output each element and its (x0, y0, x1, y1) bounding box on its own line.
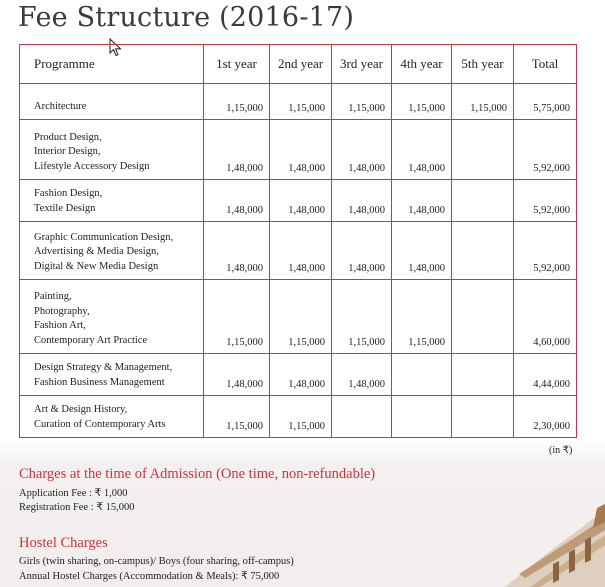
fee-cell: 1,48,000 (332, 180, 392, 222)
programme-cell (20, 180, 204, 222)
column-header: 4th year (392, 45, 452, 84)
table-row (20, 280, 577, 354)
programme-name: Textile Design (34, 202, 96, 214)
programme-name: Advertising & Media Design, (34, 246, 159, 257)
table-row (20, 222, 577, 280)
table-header-row (20, 45, 577, 84)
programme-name: Photography, (34, 305, 90, 317)
fee-cell: 1,15,000 (270, 396, 332, 438)
programme-cell (20, 120, 204, 180)
hostel-line: Girls (twin sharing, on-campus)/ Boys (four sharing, off-campus) (19, 556, 294, 567)
hostel-line: Annual Hostel Charges (Accommodation & Meals): ₹ 75,000 (19, 571, 280, 582)
fee-cell: 1,48,000 (332, 120, 392, 180)
admission-line: Registration Fee : ₹ 15,000 (19, 502, 135, 513)
programme-cell (20, 354, 204, 396)
fee-cell: 1,48,000 (392, 222, 452, 280)
fee-cell: 1,15,000 (270, 280, 332, 354)
currency-unit-note: (in ₹) (549, 445, 573, 456)
admission-heading: Charges at the time of Admission (One time, non-refundable) (19, 466, 376, 482)
fee-cell (332, 396, 392, 438)
fee-cell (392, 354, 452, 396)
programme-name: Graphic Communication Design, (34, 231, 174, 243)
fee-table (19, 44, 577, 438)
total-cell: 5,92,000 (514, 120, 577, 180)
fee-cell: 1,15,000 (332, 84, 392, 120)
column-header: Programme (20, 45, 204, 84)
total-cell: 5,92,000 (514, 180, 577, 222)
programme-cell (20, 222, 204, 280)
fee-cell: 1,48,000 (270, 354, 332, 396)
fee-cell (452, 396, 514, 438)
total-cell: 5,75,000 (514, 84, 577, 120)
programme-name: Painting, (34, 291, 72, 302)
fee-cell (452, 222, 514, 280)
hostel-heading: Hostel Charges (19, 535, 108, 551)
column-header: 3rd year (332, 45, 392, 84)
fee-cell: 1,48,000 (270, 180, 332, 222)
programme-name: Curation of Contemporary Arts (34, 418, 166, 430)
programme-name: Fashion Design, (34, 188, 103, 199)
programme-name: Lifestyle Accessory Design (34, 160, 150, 172)
programme-name: Architecture (34, 100, 87, 112)
programme-name: Product Design, (34, 131, 102, 143)
total-cell: 2,30,000 (514, 396, 577, 438)
column-header: 2nd year (270, 45, 332, 84)
column-header: 5th year (452, 45, 514, 84)
programme-name: Art & Design History, (34, 404, 128, 415)
total-cell: 5,92,000 (514, 222, 577, 280)
fee-cell: 1,48,000 (204, 354, 270, 396)
fee-cell (452, 180, 514, 222)
programme-name: Fashion Art, (34, 320, 86, 331)
fee-cell: 1,48,000 (204, 180, 270, 222)
programme-cell (20, 280, 204, 354)
fee-cell: 1,15,000 (270, 84, 332, 120)
admission-line: Application Fee : ₹ 1,000 (19, 488, 128, 499)
fee-cell: 1,15,000 (204, 280, 270, 354)
programme-cell (20, 396, 204, 438)
fee-cell: 1,48,000 (392, 120, 452, 180)
fee-cell: 1,48,000 (332, 354, 392, 396)
fee-cell: 1,48,000 (332, 222, 392, 280)
programme-name: Digital & New Media Design (34, 260, 159, 272)
fee-cell: 1,15,000 (204, 396, 270, 438)
table-row (20, 180, 577, 222)
fee-cell: 1,15,000 (332, 280, 392, 354)
fee-cell: 1,15,000 (392, 84, 452, 120)
fee-cell (452, 354, 514, 396)
fee-cell: 1,15,000 (392, 280, 452, 354)
fee-cell: 1,15,000 (452, 84, 514, 120)
programme-name: Interior Design, (34, 146, 101, 157)
programme-name: Design Strategy & Management, (34, 362, 173, 373)
total-cell: 4,44,000 (514, 354, 577, 396)
column-header: 1st year (204, 45, 270, 84)
fee-cell (452, 280, 514, 354)
column-header: Total (514, 45, 577, 84)
page-title: Fee Structure (2016-17) (18, 2, 355, 33)
fee-cell: 1,48,000 (270, 222, 332, 280)
programme-name: Fashion Business Management (34, 376, 165, 388)
fee-cell (452, 120, 514, 180)
fee-cell: 1,15,000 (204, 84, 270, 120)
table-row (20, 354, 577, 396)
programme-cell (20, 84, 204, 120)
fee-cell: 1,48,000 (270, 120, 332, 180)
table-row (20, 84, 577, 120)
building-illustration (485, 500, 605, 587)
fee-cell: 1,48,000 (204, 120, 270, 180)
programme-name: Contemporary Art Practice (34, 334, 148, 346)
table-row (20, 120, 577, 180)
fee-cell: 1,48,000 (204, 222, 270, 280)
total-cell: 4,60,000 (514, 280, 577, 354)
table-row (20, 396, 577, 438)
fee-cell (392, 396, 452, 438)
fee-cell: 1,48,000 (392, 180, 452, 222)
